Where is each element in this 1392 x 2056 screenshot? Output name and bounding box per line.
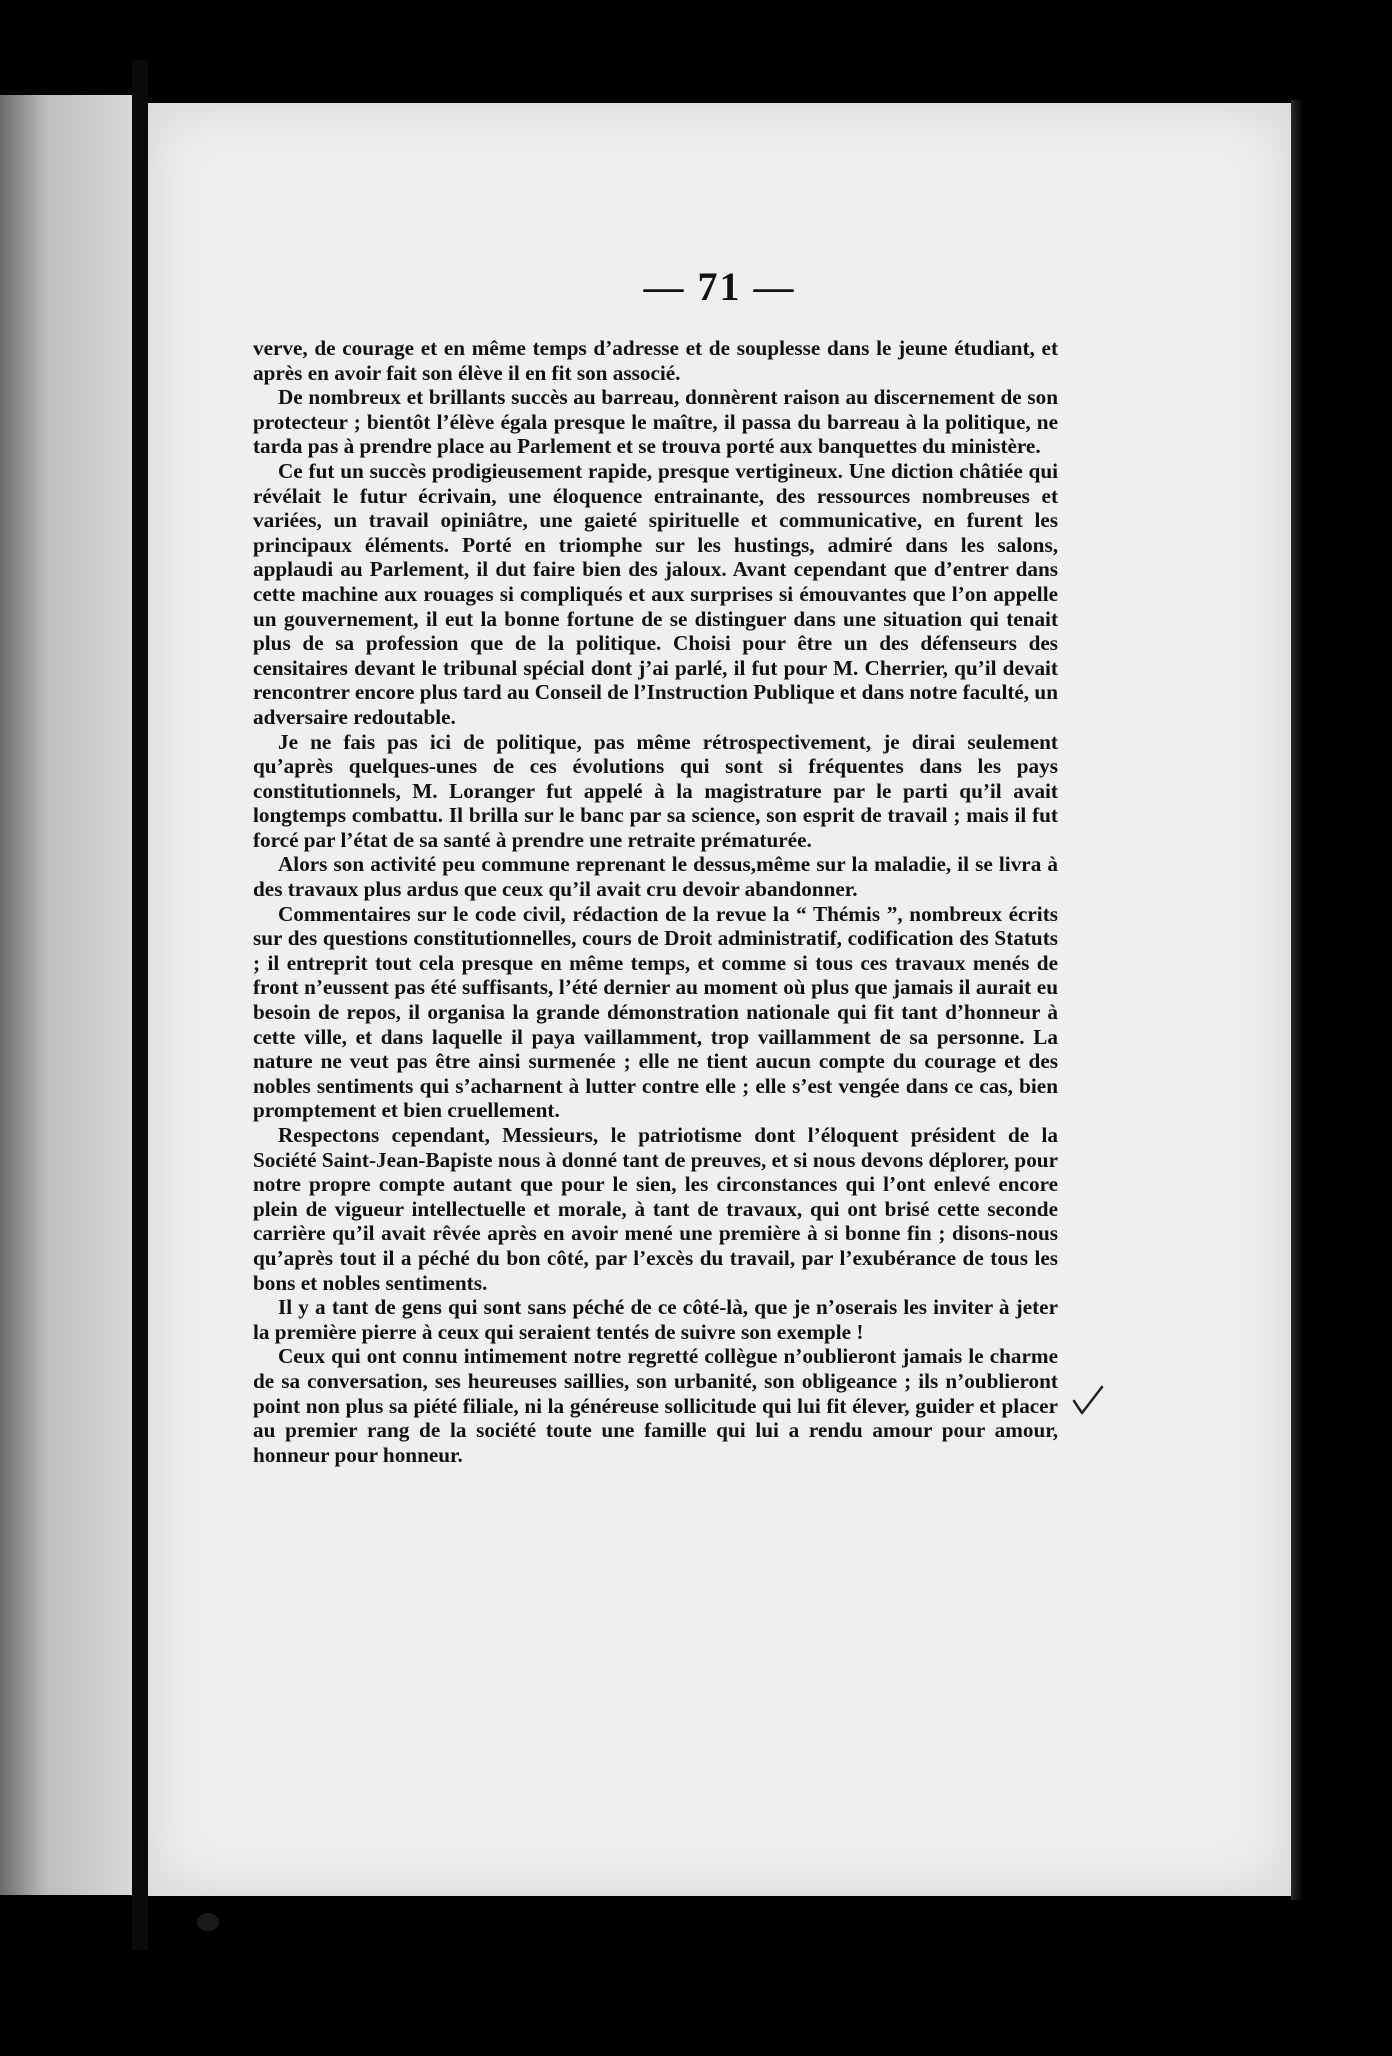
paragraph: Je ne fais pas ici de politique, pas même rétrospectivement, je dirai seulement qu’après quelques-unes de ces évolutions qui sont si fréquentes dans les pays constitutionnels, M. Loranger fut appelé à la magistrature par le parti qu’il avait longtemps combattu. Il brilla sur le banc par sa science, son esprit de travail ; mais il fut forcé par l’état de sa santé à prendre une retraite prématurée.: [253, 729, 1058, 852]
paragraph: Ceux qui ont connu intimement notre regretté collègue n’oublieront jamais le charme de sa conversation, ses heureuses saillies, son urbanité, son obligeance ; ils n’oublieront point non plus sa piété filiale, ni la généreuse sollicitude qui lui fit élever, guider et placer au premier rang de la société toute une famille qui lui a rendu amour pour amour, honneur pour honneur.: [253, 1344, 1058, 1467]
page-edge-shadow: [1291, 100, 1303, 1900]
paragraph: Ce fut un succès prodigieusement rapide, presque vertigineux. Une diction châtiée qui révélait le futur écrivain, une éloquence entrainante, des ressources nombreuses et variées, un travail opiniâtre, une gaieté spirituelle et communicative, en furent les principaux éléments. Porté en triomphe sur les hustings, admiré dans les salons, applaudi au Parlement, il dut faire bien des jaloux. Avant cependant que d’entrer dans cette machine aux rouages si compliqués et aux surprises si émouvantes que l’on appelle un gouvernement, il eut la bonne fortune de se distinguer dans une situation qui tenait plus de sa profession que de la politique. Choisi pour être un des défenseurs des censitaires devant le tribunal spécial dont j’ai parlé, il fut pour M. Cherrier, qu’il devait rencontrer encore plus tard au Conseil de l’Instruction Publique et dans notre faculté, un adversaire redoutable.: [253, 458, 1058, 729]
paragraph: Alors son activité peu commune reprenant le dessus,même sur la maladie, il se livra à des travaux plus ardus que ceux qu’il avait cru devoir abandonner.: [253, 852, 1058, 902]
ink-blot: [197, 1913, 219, 1931]
paragraph: Respectons cependant, Messieurs, le patriotisme dont l’éloquent président de la Société Saint-Jean-Bapiste nous à donné tant de preuves, et si nous devons déplorer, pour notre propre compte autant que pour le sien, les circonstances qui l’ont enlevé encore plein de vigueur intellectuelle et morale, à tant de travaux, qui ont brisé cette seconde carrière qu’il avait rêvée après en avoir mené une première à si bonne fin ; disons-nous qu’après tout il a péché du bon côté, par l’excès du travail, par l’exubérance de tous les bons et nobles sentiments.: [253, 1123, 1058, 1295]
paragraph: De nombreux et brillants succès au barreau, donnèrent raison au discernement de son protecteur ; bientôt l’élève égala presque le maître, il passa du barreau à la politique, ne tarda pas à prendre place au Parlement et se trouva porté aux banquettes du ministère.: [253, 385, 1058, 459]
paragraph: verve, de courage et en même temps d’adresse et de souplesse dans le jeune étudiant, et après en avoir fait son élève il en fit son associé.: [253, 336, 1058, 385]
book-page: [148, 103, 1291, 1896]
adjacent-page-strip: [0, 95, 132, 1895]
book-gutter: [132, 60, 148, 1950]
checkmark-icon: [1070, 1383, 1106, 1419]
page-number: — 71 —: [643, 264, 796, 309]
body-text: [253, 336, 1058, 1467]
paragraph: Commentaires sur le code civil, rédaction de la revue la “ Thémis ”, nombreux écrits sur des questions constitutionnelles, cours de Droit administratif, codification des Statuts ; il entreprit tout cela presque en même temps, et comme si tous ces travaux menés de front n’eussent pas été suffisants, l’été dernier au moment où plus que jamais il aurait eu besoin de repos, il organisa la grande démonstration nationale qui fit tant d’honneur à cette ville, et dans laquelle il paya vaillamment, trop vaillamment de sa personne. La nature ne veut pas être ainsi surmenée ; elle ne tient aucun compte du courage et des nobles sentiments qui s’acharnent à lutter contre elle ; elle s’est vengée dans ce cas, bien promptement et bien cruellement.: [253, 901, 1058, 1123]
paragraph: Il y a tant de gens qui sont sans péché de ce côté-là, que je n’oserais les inviter à jeter la première pierre à ceux qui seraient tentés de suivre son exemple !: [253, 1295, 1058, 1344]
